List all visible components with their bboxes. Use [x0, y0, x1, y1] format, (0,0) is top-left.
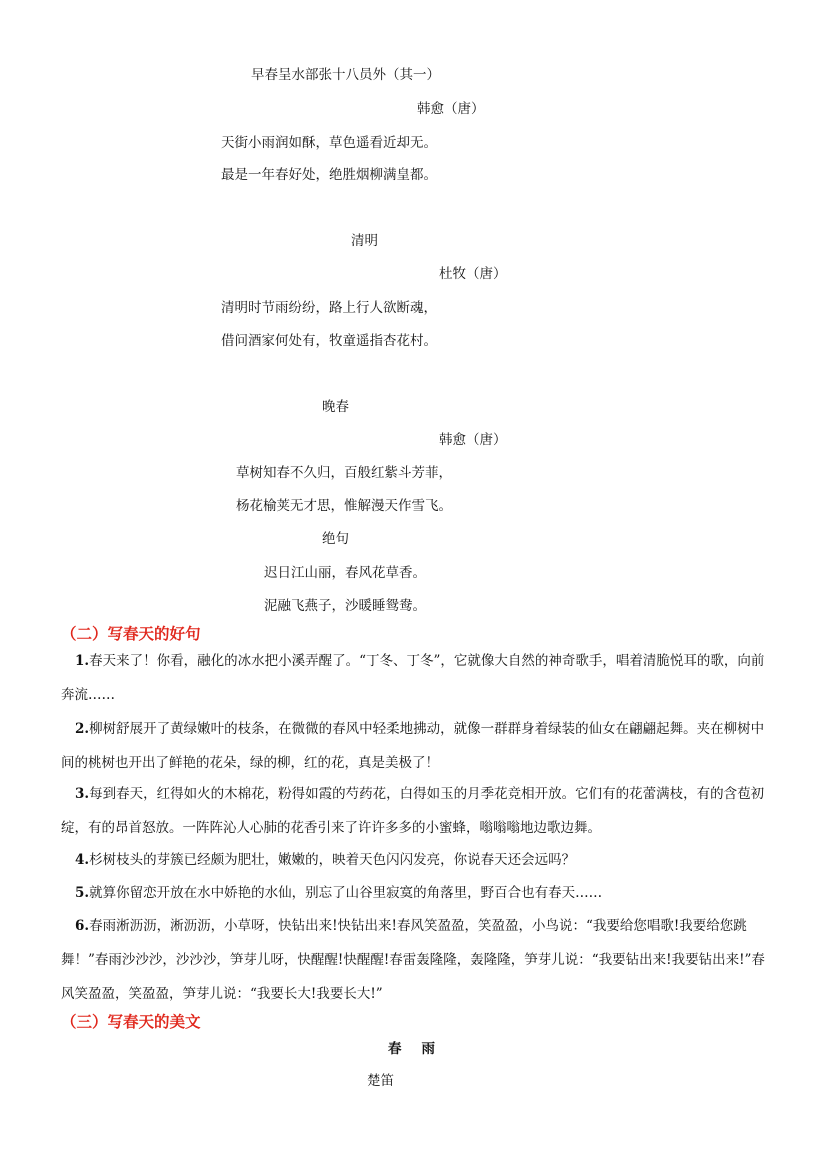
- item-number: 2.: [75, 721, 90, 737]
- section-heading: （二）写春天的好句: [61, 624, 201, 643]
- paragraph-2: [61, 712, 769, 780]
- item-text: 就算你留恋开放在水中娇艳的水仙，别忘了山谷里寂寞的角落里，野百合也有春天……: [89, 885, 603, 901]
- item-text: 杉树枝头的芽簇已经颇为肥壮，嫩嫩的，映着天色闪闪发亮，你说春天还会远吗？: [89, 852, 576, 868]
- item-number: 6.: [75, 918, 90, 934]
- poem-line: 借问酒家何处有，牧童遥指杏花村。: [221, 333, 437, 349]
- item-number: 4.: [75, 852, 90, 868]
- poem-line: 天街小雨润如酥，草色遥看近却无。: [221, 135, 437, 151]
- poem-author: 韩愈（唐）: [417, 101, 485, 117]
- poem-title: 绝句: [322, 531, 349, 547]
- paragraph-6: [61, 909, 769, 1011]
- poem-line: 迟日江山丽，春风花草香。: [264, 565, 426, 581]
- paragraph-4: [61, 843, 769, 877]
- article-title: 春雨: [388, 1041, 455, 1057]
- poem-title: 早春呈水部张十八员外（其一）: [251, 67, 440, 83]
- item-number: 1.: [75, 653, 90, 669]
- poem-title: 清明: [351, 233, 378, 249]
- poem-line: 清明时节雨纷纷，路上行人欲断魂，: [221, 300, 437, 316]
- poem-author: 韩愈（唐）: [439, 432, 507, 448]
- paragraph-3: [61, 777, 769, 845]
- section-heading: （三）写春天的美文: [61, 1012, 201, 1031]
- paragraph-5: [61, 876, 769, 910]
- item-text: 春天来了！你看，融化的冰水把小溪弄醒了。“丁冬、丁冬”，它就像大自然的神奇歌手，唱着清脆悦耳的歌，向前奔流……: [61, 653, 765, 703]
- poem-title: 晚春: [322, 399, 349, 415]
- poem-author: 杜牧（唐）: [439, 266, 507, 282]
- article-author: 楚笛: [367, 1073, 394, 1089]
- item-number: 5.: [75, 885, 90, 901]
- item-text: 每到春天，红得如火的木棉花，粉得如霞的芍药花，白得如玉的月季花竞相开放。它们有的花蕾满枝，有的含苞初绽，有的昂首怒放。一阵阵沁人心肺的花香引来了许许多多的小蜜蜂，嗡嗡嗡地边歌边舞。: [61, 786, 765, 836]
- paragraph-1: [61, 644, 769, 712]
- item-number: 3.: [75, 786, 90, 802]
- item-text: 春雨淅沥沥，淅沥沥，小草呀，快钻出来!快钻出来!春风笑盈盈，笑盈盈，小鸟说：“我要给您唱歌!我要给您跳舞！”春雨沙沙沙，沙沙沙，笋芽儿呀，快醒醒!快醒醒!春雷轰隆隆，轰隆隆，笋芽儿说：“我要钻出来!我要钻出来!”春风笑盈盈，笑盈盈，笋芽儿说：“我要长大!我要长大!”: [61, 918, 765, 1002]
- poem-line: 最是一年春好处，绝胜烟柳满皇都。: [221, 167, 437, 183]
- poem-line: 草树知春不久归，百般红紫斗芳菲，: [236, 465, 452, 481]
- item-text: 柳树舒展开了黄绿嫩叶的枝条，在微微的春风中轻柔地拂动，就像一群群身着绿装的仙女在翩翩起舞。夹在柳树中间的桃树也开出了鲜艳的花朵，绿的柳，红的花，真是美极了！: [61, 721, 765, 771]
- poem-line: 泥融飞燕子，沙暖睡鸳鸯。: [264, 598, 426, 614]
- poem-line: 杨花榆荚无才思，惟解漫天作雪飞。: [236, 498, 452, 514]
